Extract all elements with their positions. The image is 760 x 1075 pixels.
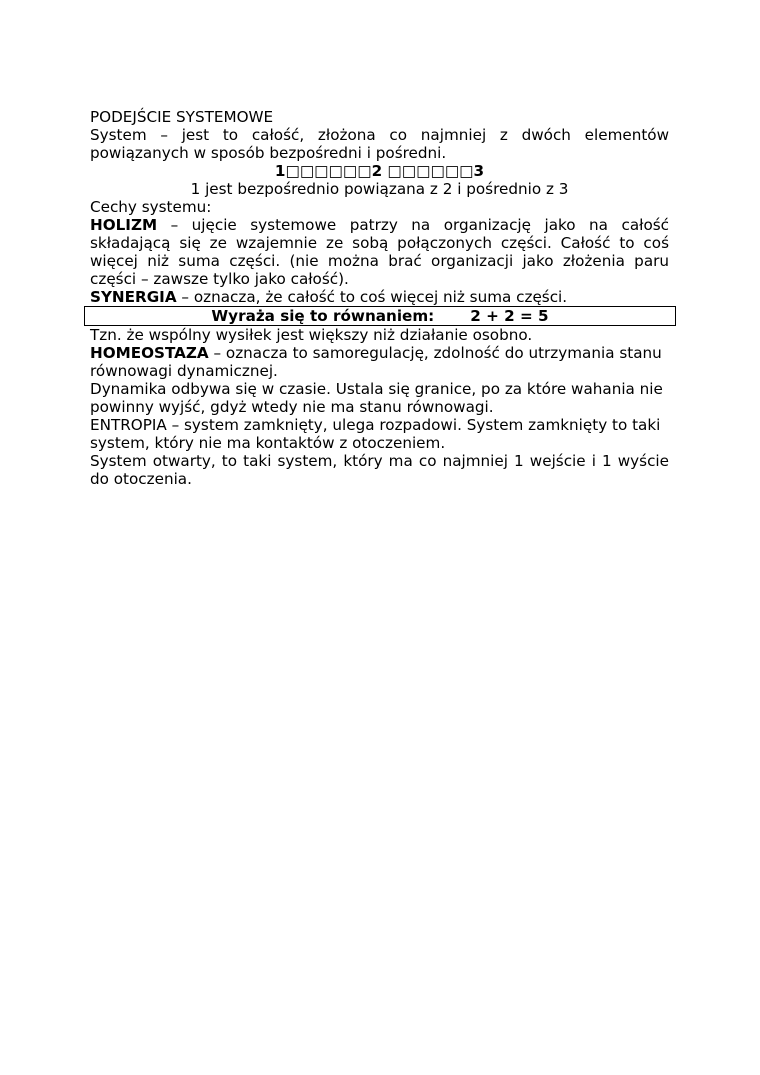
system-diagram-line: 1□□□□□□2 □□□□□□3 [274,162,485,180]
synergia-text: – oznacza, że całość to coś więcej niż suma części. [176,288,568,306]
document-page [90,108,669,488]
homeostaza-text: – oznacza to samoregulację, zdolność do utrzymania stanu równowagi dynamicznej. [90,344,662,380]
homeostaza-paragraph [90,344,669,380]
holizm-paragraph [90,216,669,288]
features-heading: Cechy systemu: [90,198,212,216]
system-diagram-caption: 1 jest bezpośrednio powiązana z 2 i pośrednio z 3 [190,180,569,198]
system-definition: System – jest to całość, złożona co najmniej z dwóch elementów powiązanych w sposób bezpośredni i pośredni. [90,126,669,162]
equation-label: Wyraża się to równaniem: [211,307,435,325]
equation-formula: 2 + 2 = 5 [470,307,549,325]
holizm-text: – ujęcie systemowe patrzy na organizację jako na całość składającą się ze wzajemnie ze sobą połączonych części. Całość to coś więcej niż suma części. (nie można brać organizacji jako złożenia paru części – zawsze tylko jako całość). [90,216,669,288]
document-title: PODEJŚCIE SYSTEMOWE [90,108,274,126]
entropia-paragraph: ENTROPIA – system zamknięty, ulega rozpadowi. System zamknięty to taki system, który nie ma kontaktów z otoczeniem. [90,416,661,452]
homeostaza-term: HOMEOSTAZA [90,344,209,362]
synergia-term: SYNERGIA [90,288,177,306]
effort-note: Tzn. że wspólny wysiłek jest większy niż działanie osobno. [90,326,533,344]
dynamics-paragraph: Dynamika odbywa się w czasie. Ustala się granice, po za które wahania nie powinny wyjść, gdyż wtedy nie ma stanu równowagi. [90,380,663,416]
synergia-paragraph [90,288,669,306]
open-system-paragraph: System otwarty, to taki system, który ma co najmniej 1 wejście i 1 wyście do otoczenia. [90,452,669,488]
holizm-term: HOLIZM [90,216,158,234]
equation-box [84,306,676,326]
